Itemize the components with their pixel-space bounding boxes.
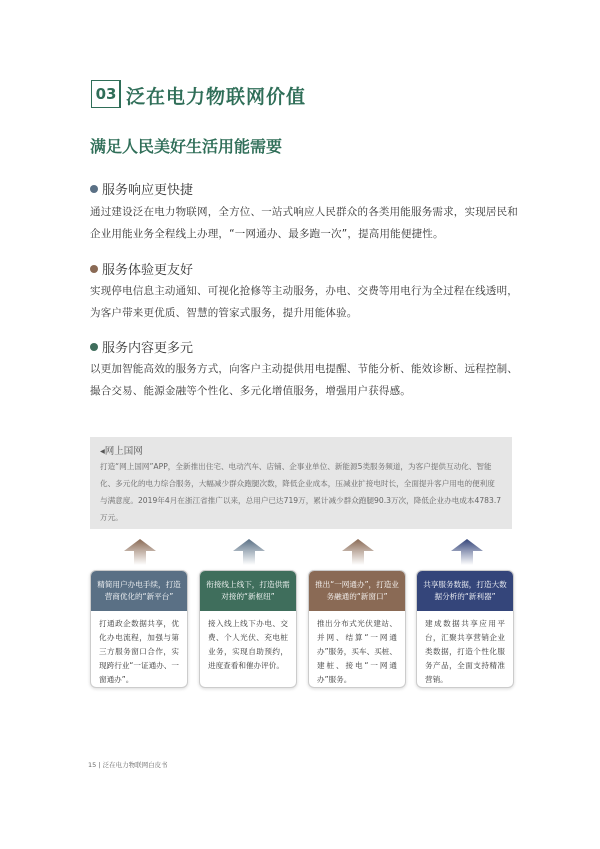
card-header: 推出“一网通办”，打造业务融通的“新窗口”	[309, 571, 405, 611]
item-title-text: 服务响应更快捷	[102, 183, 194, 198]
up-arrow-icon	[233, 539, 265, 565]
service-card-2	[199, 570, 297, 688]
service-card-4	[416, 570, 514, 688]
card-body: 推出分布式光伏建站、并网、结算“一网通办”服务，买车、买桩、建桩、接电“一网通办”服务。	[317, 619, 397, 684]
card-body: 接入线上线下办电、交费、个人光伏、充电桩业务，实现自助预约，进度查看和催办评价。	[208, 619, 288, 670]
card-body: 打通政企数据共享，优化办电流程，加强与第三方服务窗口合作，实现跨行业“一证通办、一窗通办”。	[99, 619, 179, 684]
online-grid-title: ◂网上国网	[100, 446, 143, 457]
item-title-text: 服务体验更友好	[102, 263, 194, 278]
up-arrow-icon	[451, 539, 483, 565]
item-title-2	[90, 259, 193, 278]
item-paragraph-1: 通过建设泛在电力物联网，全方位、一站式响应人民群众的各类用能服务需求，实现居民和企业用能业务全程线上办理，“一网通办、最多跑一次”，提高用能便捷性。	[90, 206, 518, 240]
card-header: 精简用户办电手续，打造营商优化的“新平台”	[91, 571, 187, 611]
item-title-3	[90, 337, 193, 356]
section-title: 泛在电力物联网价值	[126, 86, 307, 108]
bullet-dot-icon	[90, 185, 98, 193]
item-title-text: 服务内容更多元	[102, 341, 194, 356]
item-paragraph-3: 以更加智能高效的服务方式，向客户主动提供用电提醒、节能分析、能效诊断、远程控制、撮合交易、能源金融等个性化、多元化增值服务，增强用户获得感。	[90, 363, 518, 397]
item-paragraph-2: 实现停电信息主动通知、可视化抢修等主动服务，办电、交费等用电行为全过程在线透明，为客户带来更优质、智慧的管家式服务，提升用能体验。	[90, 285, 518, 319]
section-number: 03	[91, 80, 121, 108]
service-card-3	[308, 570, 406, 688]
up-arrow-icon	[124, 539, 156, 565]
card-header: 衔接线上线下，打造供需对接的“新枢纽”	[200, 571, 296, 611]
card-header: 共享服务数据，打造大数据分析的“新利器”	[417, 571, 513, 611]
online-grid-text: 打造“网上国网”APP，全新推出住宅、电动汽车、店铺、企事业单位、新能源5类服务频道，为客户提供互动化、智能化、多元化的电力综合服务，大幅减少群众跑腿次数，降低企业成本，压减业扩接电时长，全面提升客户用电的便利度与满意度。2019年4月在浙江省推广以来，总用户已达719万，累计减少群众跑腿90.3万次，降低企业办电成本4783.7万元。	[100, 462, 502, 522]
page-footer: 15 | 泛在电力物联网白皮书	[88, 761, 168, 769]
bullet-dot-icon	[90, 265, 98, 273]
bullet-dot-icon	[90, 343, 98, 351]
service-card-1	[90, 570, 188, 688]
item-title-1	[90, 179, 193, 198]
subheading: 满足人民美好生活用能需要	[90, 137, 283, 156]
up-arrow-icon	[342, 539, 374, 565]
card-body: 建成数据共享应用平台，汇聚共享营销企业类数据，打造个性化服务产品，全面支持精准营销。	[425, 619, 505, 684]
